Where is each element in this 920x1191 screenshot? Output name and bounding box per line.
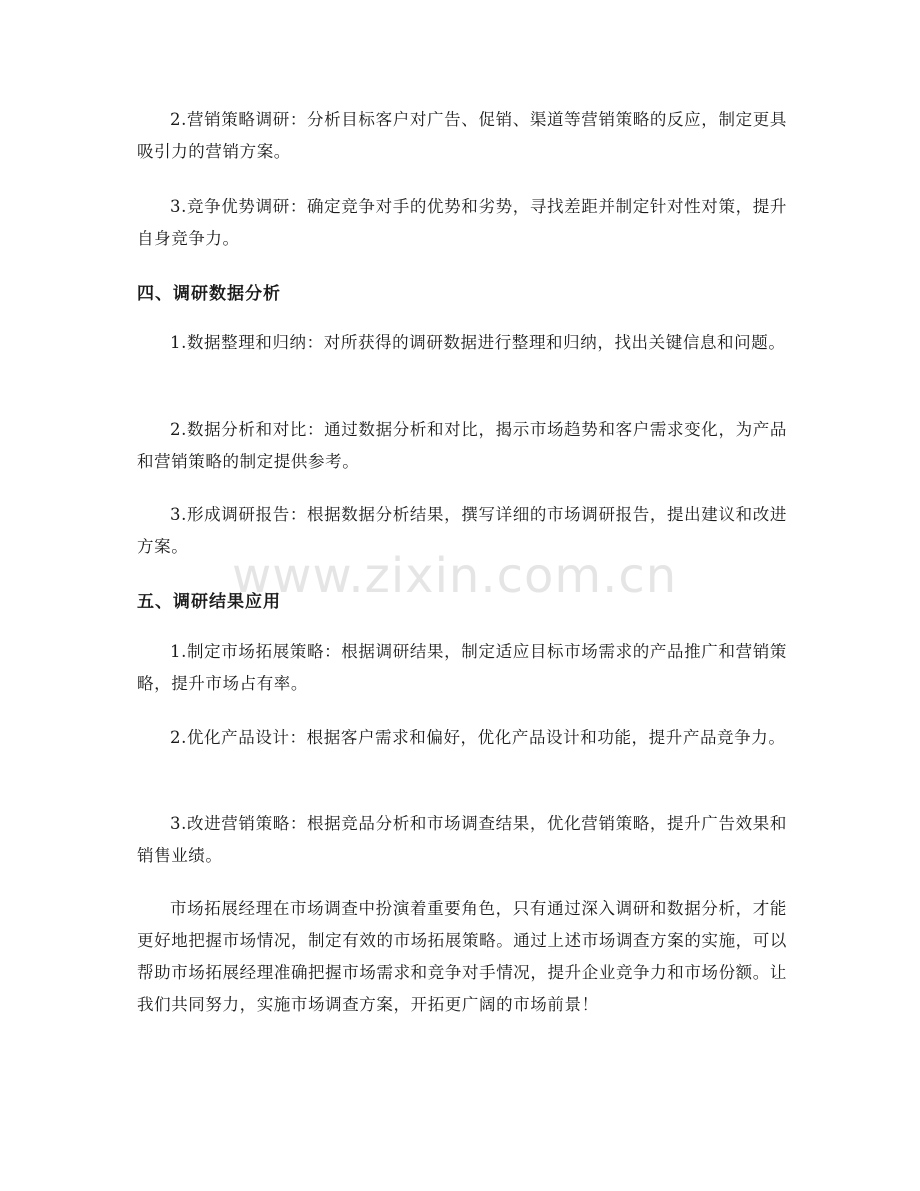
paragraph-marketing-research: 2.营销策略调研：分析目标客户对广告、促销、渠道等营销策略的反应，制定更具吸引力的营销方案。 <box>137 110 787 161</box>
section-4-item-1: 1.数据整理和归纳：对所获得的调研数据进行整理和归纳，找出关键信息和问题。 <box>170 333 786 352</box>
conclusion-paragraph: 市场拓展经理在市场调查中扮演着重要角色，只有通过深入调研和数据分析，才能更好地把握市场情况，制定有效的市场拓展策略。通过上述市场调查方案的实施，可以帮助市场拓展经理准确把握市场需求和竞争对手情况，提升企业竞争力和市场份额。让我们共同努力，实施市场调查方案，开拓更广阔的市场前景！ <box>137 899 787 1014</box>
section-5-heading: 五、调研结果应用 <box>137 592 281 612</box>
watermark: www.zixin.com.cn <box>232 548 678 604</box>
section-4-item-2: 2.数据分析和对比：通过数据分析和对比，揭示市场趋势和客户需求变化，为产品和营销策略的制定提供参考。 <box>137 420 787 471</box>
paragraph-competitive-research: 3.竞争优势调研：确定竞争对手的优势和劣势，寻找差距并制定针对性对策，提升自身竞争力。 <box>137 197 787 248</box>
section-4-heading: 四、调研数据分析 <box>137 284 281 304</box>
section-5-item-1: 1.制定市场拓展策略：根据调研结果，制定适应目标市场需求的产品推广和营销策略，提升市场占有率。 <box>137 642 787 693</box>
section-4-item-3: 3.形成调研报告：根据数据分析结果，撰写详细的市场调研报告，提出建议和改进方案。 <box>137 505 787 556</box>
section-5-item-2: 2.优化产品设计：根据客户需求和偏好，优化产品设计和功能，提升产品竞争力。 <box>170 728 786 747</box>
section-5-item-3: 3.改进营销策略：根据竞品分析和市场调查结果，优化营销策略，提升广告效果和销售业绩。 <box>137 814 787 865</box>
